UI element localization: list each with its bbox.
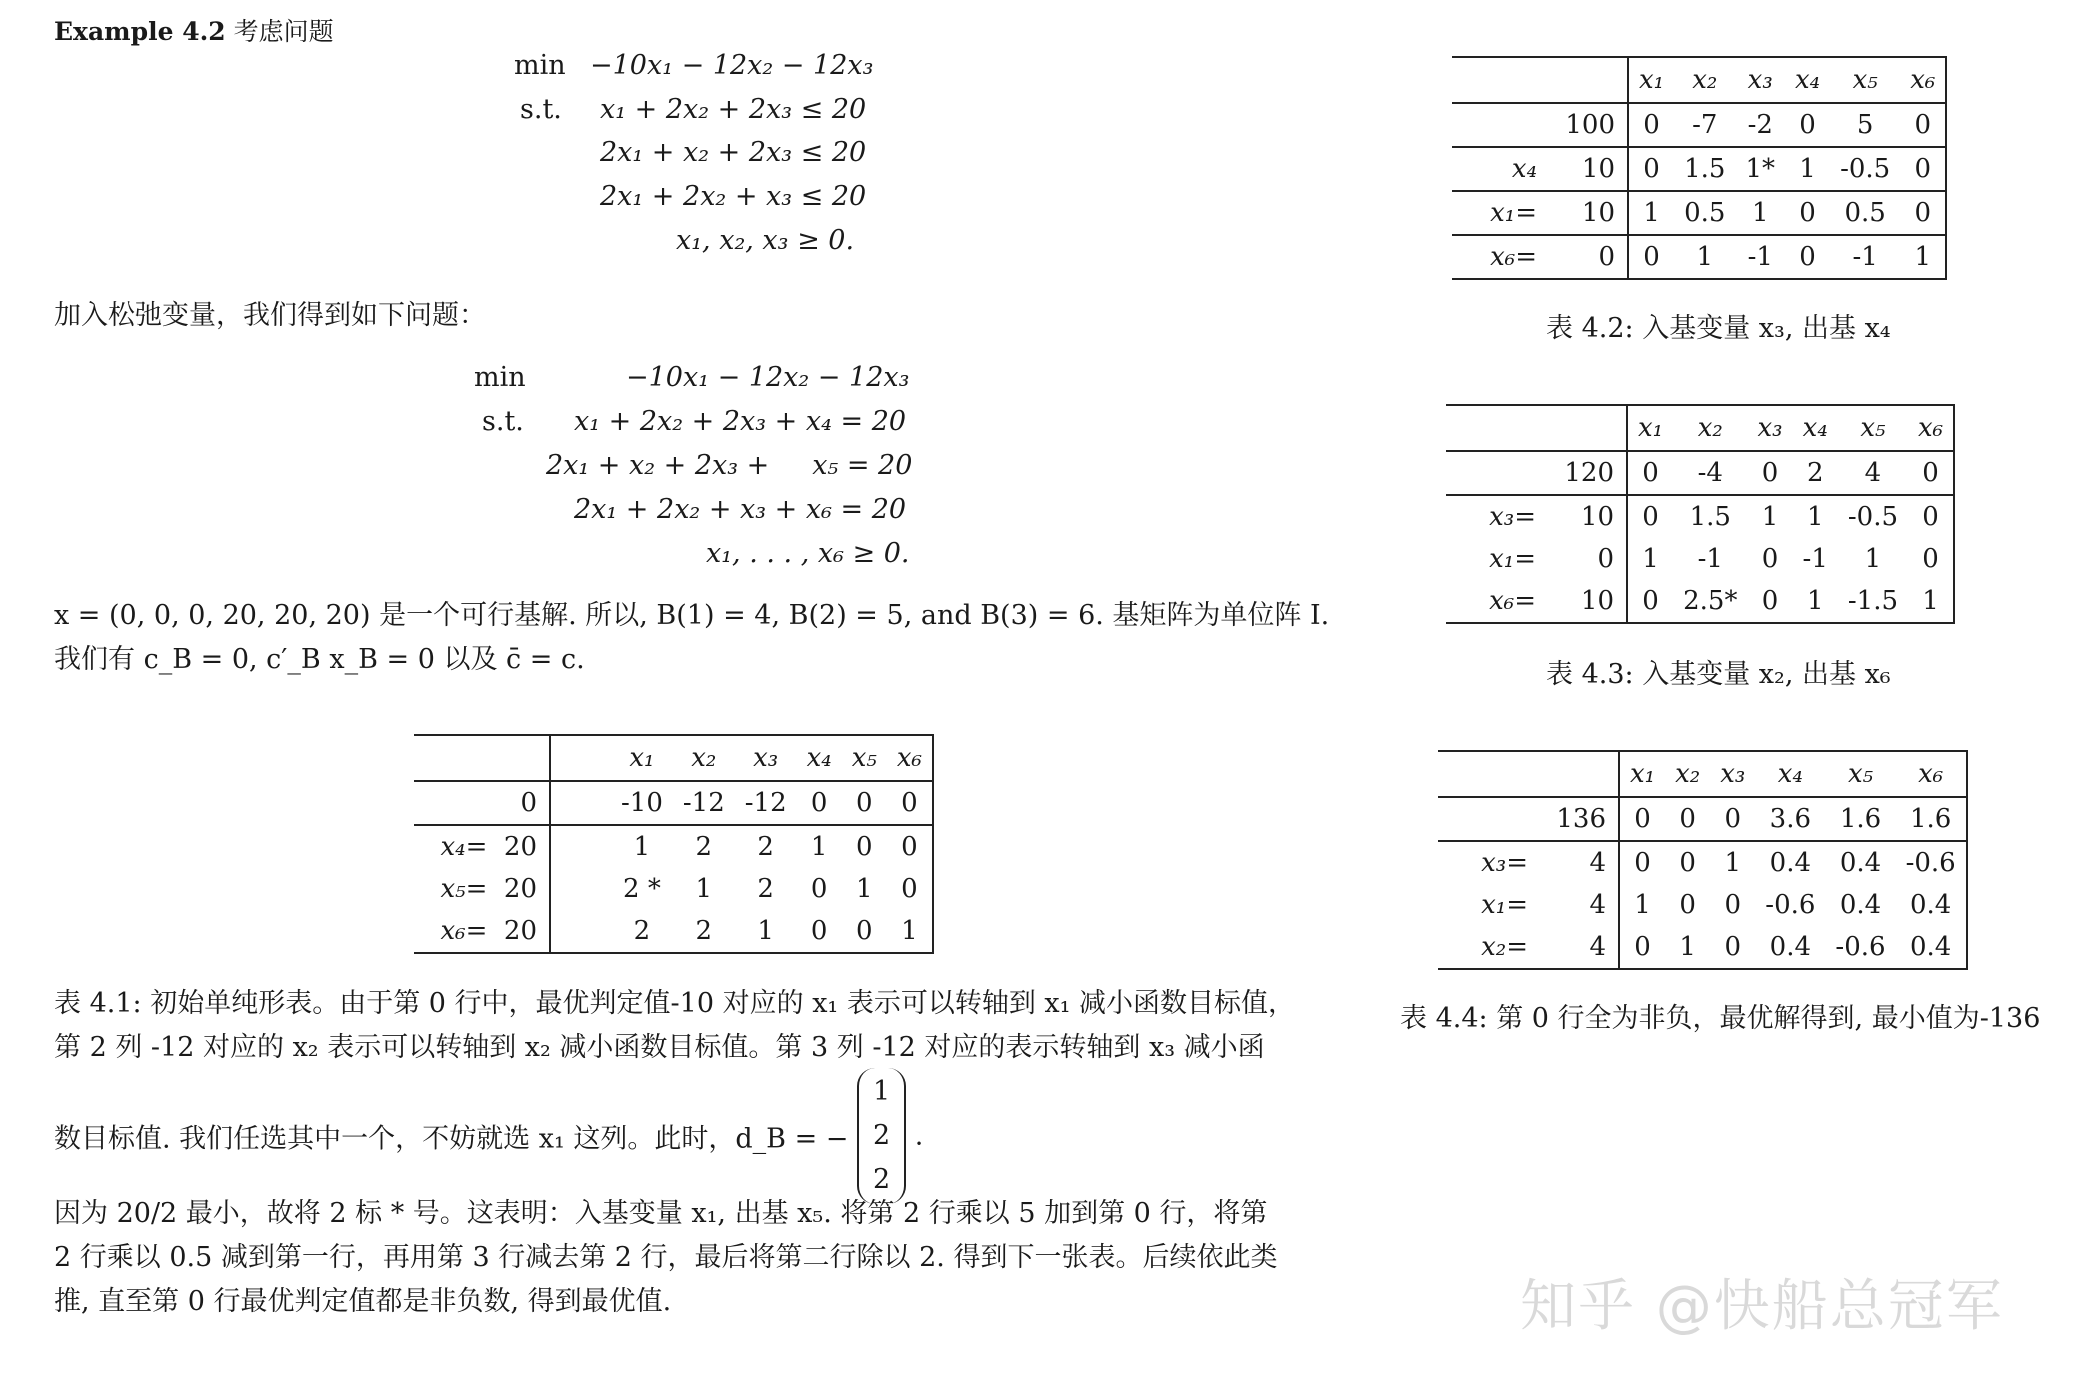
table-cell: 5 xyxy=(1830,103,1900,147)
table-cell: 0 xyxy=(1908,538,1954,580)
table-cell: 0 xyxy=(1679,848,1696,878)
table-4-4 xyxy=(1438,750,1968,970)
table-cell: 1 xyxy=(1735,191,1785,235)
table-row xyxy=(1452,103,1946,147)
table-cell: 0 xyxy=(1627,495,1673,538)
table-cell: 1 xyxy=(1908,580,1954,623)
st-label: s.t. xyxy=(520,94,562,125)
table-cell: x₄ xyxy=(1793,405,1838,451)
table-cell: -1 xyxy=(1735,235,1785,279)
table-cell: 1.5 xyxy=(1689,502,1731,532)
table-cell: 0 xyxy=(842,781,887,825)
table-cell: x₂ xyxy=(1665,751,1710,797)
table-cell: x₆= xyxy=(1446,580,1546,623)
table-cell: 1* xyxy=(1735,147,1785,191)
header-cell: x₃ xyxy=(735,735,797,781)
table-cell: 1 xyxy=(1761,502,1779,532)
table-cell: 0 xyxy=(1900,147,1946,191)
table-cell xyxy=(1438,751,1538,797)
table-cell: -1 xyxy=(1697,544,1723,574)
table-cell: x₁ xyxy=(1627,405,1673,451)
caption-4-1-line-1: 表 4.1: 初始单纯形表。由于第 0 行中，最优判定值-10 对应的 x₁ 表示可以转轴到 x₁ 减小函数目标值， xyxy=(54,988,1296,1019)
table-cell: -0.5 xyxy=(1830,147,1900,191)
table-cell xyxy=(550,868,611,910)
caption-4-1-line-2: 第 2 列 -12 对应的 x₂ 表示可以转轴到 x₂ 减小函数目标值。第 3 列 -12 对应的表示转轴到 x₃ 减小函 xyxy=(54,1032,1265,1063)
table-cell: 1 xyxy=(1806,502,1824,532)
table-cell: 1 xyxy=(887,910,933,953)
table-cell: x₆ xyxy=(1900,57,1946,103)
table-cell: 0 xyxy=(1747,451,1792,495)
table-row xyxy=(1438,841,1967,884)
objective-label-2: min xyxy=(474,362,526,393)
table-row xyxy=(1452,147,1946,191)
table-cell: 0 xyxy=(1900,191,1946,235)
table-cell: x₁= xyxy=(1489,544,1536,574)
table-cell: -1.5 xyxy=(1838,580,1908,623)
table-cell: 0 xyxy=(1619,797,1665,841)
table-cell xyxy=(1438,797,1538,841)
table-cell: 2.5* xyxy=(1673,580,1747,623)
table-cell: 0 xyxy=(1785,191,1830,235)
table-cell: x₃ xyxy=(1735,57,1785,103)
table-cell: x₄ xyxy=(1755,751,1825,797)
table-cell xyxy=(1547,57,1628,103)
table-cell: 0.4 xyxy=(1896,926,1967,969)
slack-intro: 加入松弛变量，我们得到如下问题： xyxy=(54,300,486,331)
constraint2-2: 2x₁ + x₂ + 2x₃ + x₅ = 20 xyxy=(546,450,913,481)
st-label-2: s.t. xyxy=(482,406,524,437)
table-cell: 1 xyxy=(1793,580,1838,623)
table-cell: -1 xyxy=(1830,235,1900,279)
watermark: 知乎 @快船总冠军 xyxy=(1520,1274,2004,1339)
table-cell: x₆ xyxy=(1908,405,1954,451)
table-cell: 1 xyxy=(855,874,873,904)
table-cell: -12 xyxy=(735,781,797,825)
table-cell: 1 xyxy=(695,874,713,904)
table-cell: 1 xyxy=(1724,848,1741,878)
table-cell: 1 xyxy=(1628,191,1674,235)
table-cell: 10 xyxy=(1546,580,1627,623)
table-cell xyxy=(550,825,611,868)
table-cell: 0 xyxy=(1679,890,1696,920)
table-cell: x₃= xyxy=(1481,848,1528,878)
table-cell: 2 * xyxy=(623,874,661,904)
table-cell: x₁ xyxy=(1619,751,1665,797)
table-cell: 0.5 xyxy=(1674,191,1735,235)
header-cell: x₆ xyxy=(887,735,933,781)
table-cell: x₄ xyxy=(1452,147,1547,191)
objective-label: min xyxy=(514,50,566,81)
table-cell: 1 xyxy=(810,832,828,862)
table-cell: 0 xyxy=(1785,103,1830,147)
caption-4-2: 表 4.2: 入基变量 x₃, 出基 x₄ xyxy=(1546,313,1891,344)
table-row xyxy=(1438,884,1967,926)
table-cell: 0 xyxy=(1908,451,1954,495)
table-cell: 2 xyxy=(757,874,774,904)
table-row xyxy=(1446,451,1954,495)
table-cell xyxy=(1452,57,1547,103)
table-cell: 0 xyxy=(1665,797,1710,841)
objective-function-2: −10x₁ − 12x₂ − 12x₃ xyxy=(626,362,910,393)
table-row xyxy=(1446,580,1954,623)
table-cell: x₅ xyxy=(1838,405,1908,451)
table-cell: 0 xyxy=(1900,103,1946,147)
table-cell: 0 xyxy=(1628,235,1674,279)
table-cell: 0.4 xyxy=(1896,884,1967,926)
caption-4-1-line-3: 数目标值. 我们任选其中一个，不妨就选 x₁ 这列。此时，d_B = − 1 2 2 . xyxy=(54,1068,923,1204)
example-heading: 考虑问题 xyxy=(233,17,334,46)
table-cell: 1.6 xyxy=(1896,797,1967,841)
table-row xyxy=(1438,797,1967,841)
table-cell: 0 xyxy=(414,781,550,825)
objective-function: −10x₁ − 12x₂ − 12x₃ xyxy=(590,50,874,81)
caption-4-3: 表 4.3: 入基变量 x₂, 出基 x₆ xyxy=(1546,659,1891,690)
table-cell: 0 xyxy=(1619,841,1665,884)
table-cell: 0 xyxy=(1785,235,1830,279)
table-cell: x₃ xyxy=(1747,405,1792,451)
table-row xyxy=(414,781,933,825)
table-cell: -0.6 xyxy=(1896,841,1967,884)
table-cell: 0 xyxy=(797,910,842,953)
table-cell: 3.6 xyxy=(1755,797,1825,841)
table-cell: 1 xyxy=(633,832,651,862)
table-cell: -12 xyxy=(673,781,735,825)
table-cell: 1 xyxy=(1665,926,1710,969)
table-cell: 1 xyxy=(1900,235,1946,279)
direction-vector: 1 2 2 xyxy=(857,1068,906,1204)
table-cell: 1 xyxy=(1674,235,1735,279)
table-cell: 10 xyxy=(1547,147,1628,191)
table-4-2 xyxy=(1452,56,1947,280)
caption-4-1 xyxy=(54,982,1295,1070)
table-cell: 0 xyxy=(1597,544,1614,574)
table-cell xyxy=(550,735,611,781)
example-title xyxy=(54,12,334,48)
basis-line-2: 我们有 c_B = 0, c′_B x_B = 0 以及 c̄ = c. xyxy=(54,644,585,675)
table-cell: -10 xyxy=(611,781,673,825)
table-cell: x₄ xyxy=(1785,57,1830,103)
table-cell: 0 xyxy=(1627,451,1673,495)
table-cell: x₂ xyxy=(1674,57,1735,103)
table-cell: 2 xyxy=(1793,451,1838,495)
constraint2-3: 2x₁ + 2x₂ + x₃ + x₆ = 20 xyxy=(574,494,907,525)
table-cell xyxy=(550,781,611,825)
table-cell: 0 xyxy=(1747,580,1792,623)
table-cell xyxy=(550,910,611,953)
table-cell: 0 xyxy=(1761,544,1779,574)
basis-line-1: x = (0, 0, 0, 20, 20, 20) 是一个可行基解. 所以, B(1) = 4, B(2) = 5, and B(3) = 6. 基矩阵为单位阵 I. xyxy=(54,600,1330,631)
table-cell: 0.5 xyxy=(1830,191,1900,235)
table-cell: 10 xyxy=(1547,191,1628,235)
table-cell: 0 xyxy=(842,910,887,953)
constraint2-1: x₁ + 2x₂ + 2x₃ + x₄ = 20 xyxy=(574,406,907,437)
table-cell: 136 xyxy=(1538,797,1619,841)
table-cell: 0 xyxy=(855,832,873,862)
table-cell xyxy=(1546,405,1627,451)
table-cell: 4 xyxy=(1838,451,1908,495)
table-cell: -0.6 xyxy=(1825,926,1895,969)
table-cell: 100 xyxy=(1547,103,1628,147)
conclusion-line-3: 推, 直至第 0 行最优判定值都是非负数, 得到最优值. xyxy=(54,1286,672,1317)
constraint-3: 2x₁ + 2x₂ + x₃ ≤ 20 xyxy=(600,181,867,212)
table-cell: x₁= xyxy=(1452,191,1547,235)
table-cell: 2 xyxy=(757,832,774,862)
table-cell xyxy=(1452,103,1547,147)
caption-4-4: 表 4.4: 第 0 行全为非负，最优解得到, 最小值为-136 xyxy=(1400,1003,2041,1034)
table-cell: 1.5 xyxy=(1674,147,1735,191)
table-row xyxy=(1452,235,1946,279)
table-cell: -0.5 xyxy=(1847,502,1899,532)
table-cell: 0 xyxy=(1628,103,1674,147)
table-cell: 0 xyxy=(797,781,842,825)
header-cell: x₂ xyxy=(673,735,735,781)
table-cell xyxy=(414,735,550,781)
table-cell: x₁= xyxy=(1481,890,1528,920)
table-cell: 0 xyxy=(887,781,933,825)
table-cell: 10 xyxy=(1580,502,1614,532)
table-cell: x₅ xyxy=(1825,751,1895,797)
table-cell: 2 xyxy=(673,910,735,953)
constraint-nonneg: x₁, x₂, x₃ ≥ 0. xyxy=(676,225,855,256)
table-cell: -0.6 xyxy=(1765,890,1816,920)
table-cell: x₂= xyxy=(1438,926,1538,969)
table-cell: 0 xyxy=(1628,147,1674,191)
table-cell: 1 xyxy=(1619,884,1665,926)
table-cell: 0 xyxy=(1724,890,1741,920)
table-cell: 0.4 xyxy=(1769,848,1812,878)
table-cell: 1.6 xyxy=(1825,797,1895,841)
table-cell: x₂ xyxy=(1673,405,1747,451)
table-cell: 0 xyxy=(887,825,933,868)
table-cell: 120 xyxy=(1546,451,1627,495)
table-cell: x₆= 20 xyxy=(414,910,550,953)
table-cell: 0.4 xyxy=(1839,890,1882,920)
table-cell xyxy=(1446,451,1546,495)
table-cell: 0 xyxy=(810,874,828,904)
table-cell xyxy=(1538,751,1619,797)
constraint2-nonneg: x₁, . . . , x₆ ≥ 0. xyxy=(706,538,910,569)
table-row xyxy=(1446,538,1954,580)
constraint-2: 2x₁ + x₂ + 2x₃ ≤ 20 xyxy=(600,137,867,168)
table-cell: x₅ xyxy=(1830,57,1900,103)
conclusion-line-1: 因为 20/2 最小，故将 2 标 * 号。这表明：入基变量 x₁, 出基 x₅. 将第 2 行乘以 5 加到第 0 行，将第 xyxy=(54,1198,1268,1229)
table-cell: x₆ xyxy=(1896,751,1967,797)
table-cell: -1 xyxy=(1802,544,1828,574)
table-cell: 0.4 xyxy=(1839,848,1882,878)
table-cell: 0 xyxy=(1710,797,1755,841)
table-4-1 xyxy=(414,734,934,954)
conclusion-line-2: 2 行乘以 0.5 减到第一行，再用第 3 行减去第 2 行，最后将第二行除以 2. 得到下一张表。后续依此类 xyxy=(54,1242,1278,1273)
table-cell: x₅= 20 xyxy=(440,874,537,904)
table-cell: 1 xyxy=(1864,544,1882,574)
table-4-3 xyxy=(1446,404,1955,624)
basis-text xyxy=(54,594,1329,682)
header-cell: x₄ xyxy=(797,735,842,781)
table-row xyxy=(1438,926,1967,969)
constraint-1: x₁ + 2x₂ + 2x₃ ≤ 20 xyxy=(600,94,867,125)
table-cell: x₄= 20 xyxy=(440,832,537,862)
table-cell: 1 xyxy=(735,910,797,953)
table-cell: -4 xyxy=(1673,451,1747,495)
table-row xyxy=(414,910,933,953)
table-cell: 4 xyxy=(1589,848,1606,878)
table-cell: x₁ xyxy=(1628,57,1674,103)
table-cell: 0 xyxy=(1710,926,1755,969)
table-row xyxy=(1446,495,1954,538)
table-cell: 0 xyxy=(1627,580,1673,623)
header-cell: x₁ xyxy=(611,735,673,781)
table-cell: 4 xyxy=(1538,926,1619,969)
table-cell: x₆= xyxy=(1452,235,1547,279)
table-cell: 1 xyxy=(1785,147,1830,191)
table-cell: x₃= xyxy=(1489,502,1536,532)
table-cell xyxy=(1446,405,1546,451)
table-cell: 0 xyxy=(887,868,933,910)
table-cell: 1 xyxy=(1627,538,1673,580)
table-cell: 0.4 xyxy=(1755,926,1825,969)
table-cell: 0 xyxy=(1547,235,1628,279)
table-row xyxy=(1452,191,1946,235)
table-cell: -2 xyxy=(1735,103,1785,147)
table-cell: -7 xyxy=(1674,103,1735,147)
example-label: Example 4.2 xyxy=(54,17,226,46)
table-cell: x₃ xyxy=(1710,751,1755,797)
table-row xyxy=(414,825,933,868)
table-cell: 2 xyxy=(695,832,713,862)
table-cell: 4 xyxy=(1589,890,1606,920)
table-cell: 0 xyxy=(1908,495,1954,538)
table-row xyxy=(414,868,933,910)
header-cell: x₅ xyxy=(842,735,887,781)
table-cell: 2 xyxy=(611,910,673,953)
table-cell: 0 xyxy=(1619,926,1665,969)
conclusion-paragraph xyxy=(54,1192,1277,1324)
